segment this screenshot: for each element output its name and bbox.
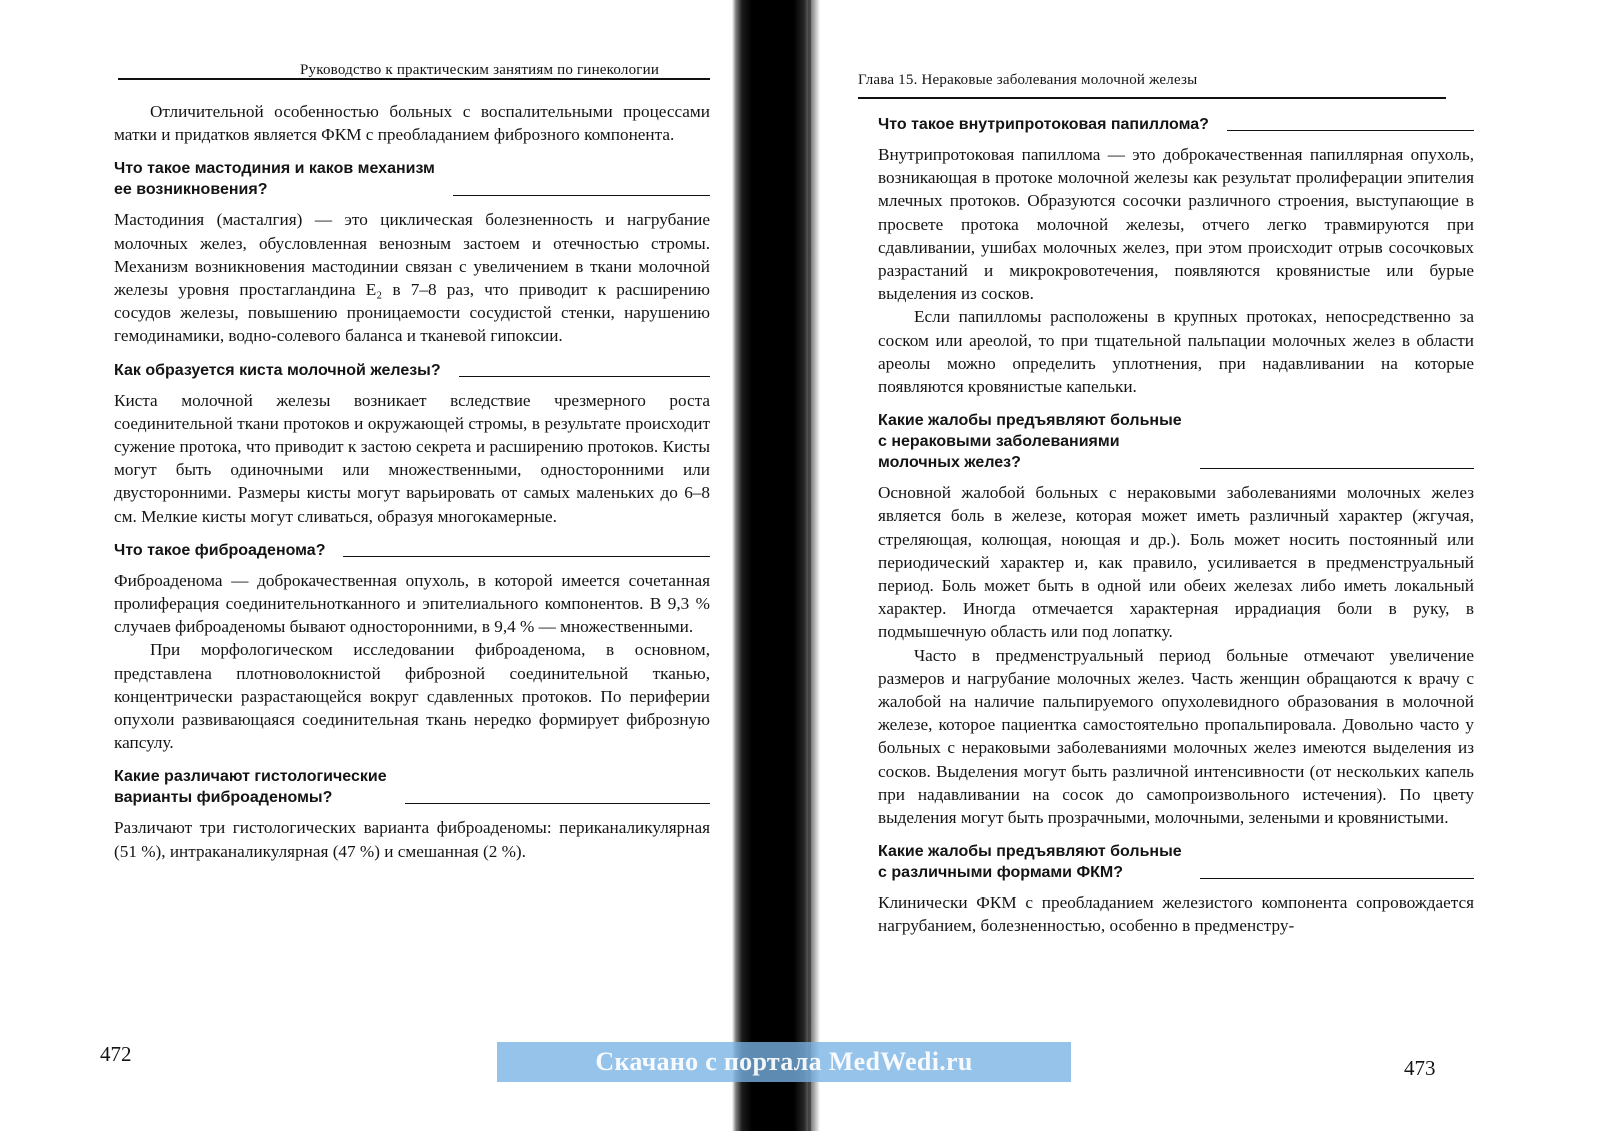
body-paragraph: Если папилломы расположены в крупных протоках, непосредственно за соском или ареолой, то при тщательной пальпации молочных желез в области ареолы можно определить уплотнения, при надавливании на которые появляются кровянистые капельки. xyxy=(878,307,1474,397)
question-rule xyxy=(343,556,710,557)
body-paragraph: Различают три гистологических варианта фиброаденомы: периканаликулярная (51 %), интраканаликулярная (47 %) и смешанная (2 %). xyxy=(114,818,710,861)
question-rule xyxy=(1227,130,1474,131)
body-paragraph: Мастодиния (масталгия) — это циклическая болезненность и нагрубание молочных желез, обусловленная венозным застоем и отечностью стромы. Механизм возникновения мастодинии связан с увеличением в ткани молочной железы уровня простагландина E₂ в 7–8 раз, что приводит к расширению сосудов железы, повышению проницаемости сосудистой стенки, нарушению гемодинамики, водно-солевого баланса и тканевой гипоксии. xyxy=(114,210,710,346)
right-head-rule xyxy=(858,97,1446,99)
body-paragraph: Клинически ФКМ с преобладанием железистого компонента сопровождается нагрубанием, болезненностью, особенно в предменстру- xyxy=(878,893,1474,936)
right-text-column xyxy=(878,114,1474,938)
left-head-rule xyxy=(118,78,710,80)
watermark-banner: Скачано с портала MedWedi.ru xyxy=(497,1042,1071,1082)
question-title: Что такое внутрипротоковая папиллома? xyxy=(878,116,1209,133)
question-rule xyxy=(1200,468,1474,469)
question-rule xyxy=(1200,878,1474,879)
question-rule xyxy=(453,195,710,196)
question-heading xyxy=(878,114,1474,135)
body-paragraph: Киста молочной железы возникает вследствие чрезмерного роста соединительной ткани протоков и окружающей стромы, в результате происходит сужение протока, что приводит к застою секрета и расширению протоков. Кисты могут быть одиночными или множественными, односторонними или двусторонними. Размеры кисты могут варьировать от самых маленьких до 6–8 см. Мелкие кисты могут сливаться, образуя многокамерные. xyxy=(114,390,710,526)
question-heading xyxy=(114,360,710,381)
left-text-column xyxy=(114,100,710,863)
question-title: Что такое мастодиния и каков механизм ее возникновения? xyxy=(114,160,435,199)
right-running-head: Глава 15. Нераковые заболевания молочной железы xyxy=(858,72,1198,88)
left-page xyxy=(0,0,755,1131)
body-paragraph: Часто в предменструальный период больные отмечают увеличение размеров и нагрубание молочных желез. Часть женщин обращаются к врачу с жалобой на наличие пальпируемого опухолевидного образования в молочной железе, которое пациентка самостоятельно пропальпировала. Довольно часто у больных с нераковыми заболеваниями молочных желез имеются выделения из сосков. Выделения могут быть различной интенсивности (от нескольких капель при надавливании на сосок до самопроизвольного истечения). По цвету выделения могут быть прозрачными, молочными, зелеными и кровянистыми. xyxy=(878,645,1474,828)
body-paragraph: При морфологическом исследовании фиброаденома, в основном, представлена плотноволокнистой фиброзной соединительной тканью, концентрически разрастающейся вокруг сдавленных протоков. По периферии опухоли развивающаяся соединительная ткань нередко формирует фиброзную капсулу. xyxy=(114,640,710,753)
body-paragraph: Основной жалобой больных с нераковыми заболеваниями молочных желез является боль в железе, которая может иметь различный характер (жгучая, стреляющая, колющая, ноющая и др.). Боль может носить постоянный или периодический характер и, как правило, усиливается в предменструальный период. Боль может быть в одной или обеих железах либо иметь локальный характер. Иногда отмечается характерная иррадиация боли в руку, в подмышечную область или под лопатку. xyxy=(878,483,1474,642)
question-rule xyxy=(459,376,710,377)
left-page-number: 472 xyxy=(100,1042,132,1066)
body-paragraph: Фиброаденома — доброкачественная опухоль, в которой имеется сочетанная пролиферация соединительнотканного и эпителиального компонентов. В 9,3 % случаев фиброаденомы бывают односторонними, в 9,4 % — множественными. xyxy=(114,570,710,637)
question-rule xyxy=(405,803,710,804)
body-paragraph: Отличительной особенностью больных с воспалительными процессами матки и придатков является ФКМ с преобладанием фиброзного компонента. xyxy=(114,102,710,145)
right-page xyxy=(820,0,1600,1131)
question-heading xyxy=(114,158,710,200)
question-title: Какие жалобы предъявляют больные с различными формами ФКМ? xyxy=(878,843,1182,882)
question-title: Какие различают гистологические варианты фиброаденомы? xyxy=(114,768,387,807)
left-running-head: Руководство к практическим занятиям по гинекологии xyxy=(300,62,660,78)
question-title: Как образуется киста молочной железы? xyxy=(114,361,441,379)
gutter-streak xyxy=(808,0,811,1131)
question-title: Какие жалобы предъявляют больные с нераковыми заболеваниями молочных желез? xyxy=(878,412,1182,472)
question-heading xyxy=(114,540,710,561)
right-page-number: 473 xyxy=(1404,1056,1436,1080)
question-heading xyxy=(878,841,1474,883)
question-heading xyxy=(878,410,1474,473)
body-paragraph: Внутрипротоковая папиллома — это доброкачественная папиллярная опухоль, возникающая в протоке молочной железы как результат пролиферации эпителия млечных протоков. Образуются сосочки различного строения, выступающие в просвете протока молочной железы, отчего легко травмируются при сдавливании, ушибах молочных желез, при этом происходит отрыв сосочковых разрастаний и микрокровотечения, появляются кровянистые или бурые выделения из сосков. xyxy=(878,145,1474,304)
question-heading xyxy=(114,766,710,808)
question-title: Что такое фиброаденома? xyxy=(114,541,326,559)
